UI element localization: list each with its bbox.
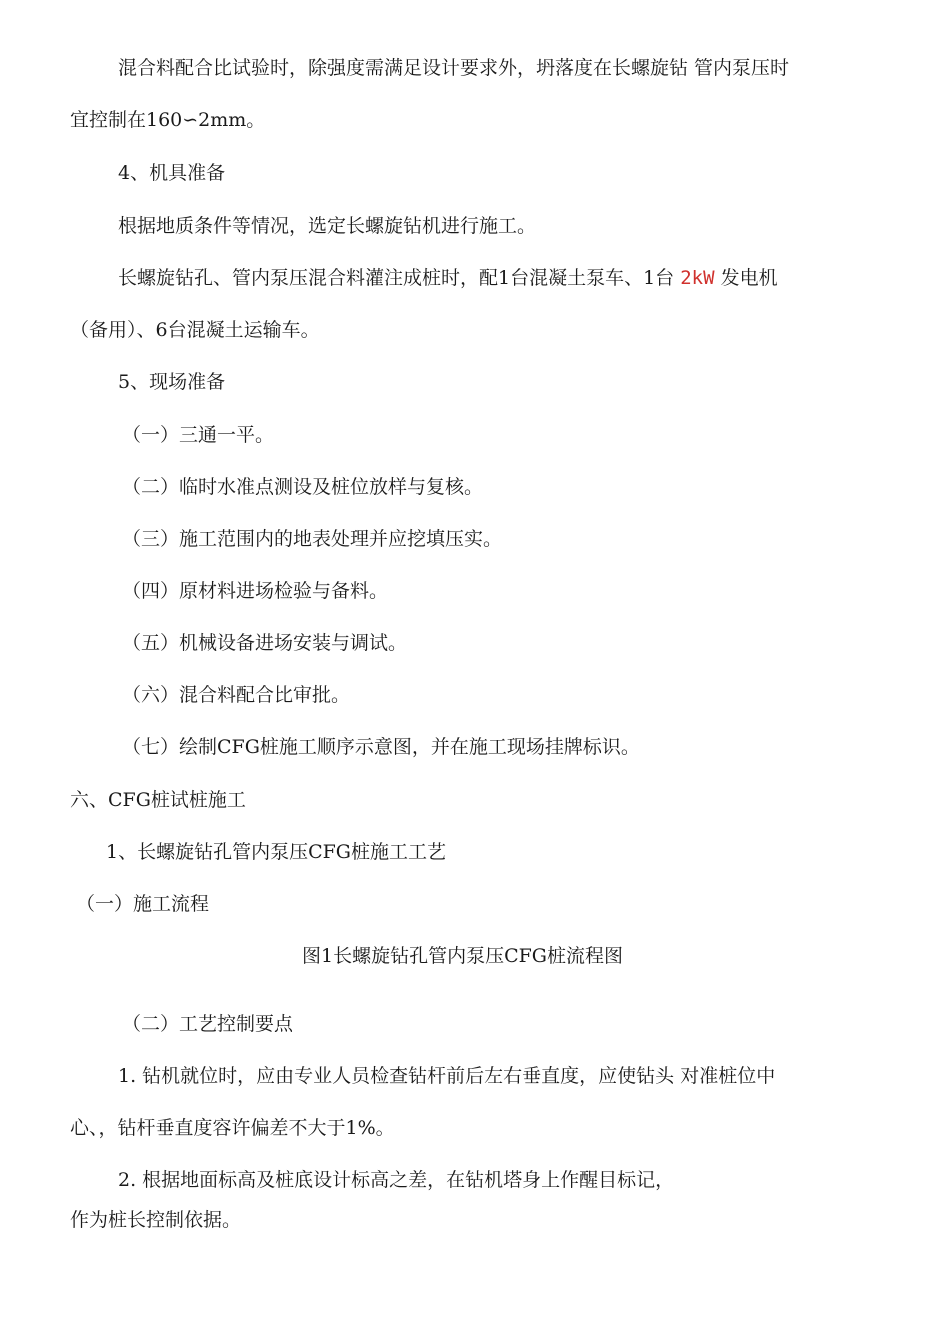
paragraph-mix-ratio-line2: 宜控制在160∽2mm。 (70, 109, 266, 131)
point-2-line2: 作为桩长控制依据。 (70, 1209, 242, 1231)
list-item-7: （七）绘制CFG桩施工顺序示意图，并在施工现场挂牌标识。 (122, 736, 640, 758)
paragraph-equipment-line2: （备用）、6台混凝土运输车。 (70, 319, 320, 341)
section-heading-cfg-trial: 六、CFG桩试桩施工 (70, 789, 246, 811)
subheading-construction-flow: （一）施工流程 (76, 893, 210, 915)
heading-site-prep: 5、现场准备 (118, 371, 226, 393)
equipment-text-a: 长螺旋钻孔、管内泵压混合料灌注成桩时，配1台混凝土泵车、1台 (118, 267, 681, 289)
figure-caption: 图1长螺旋钻孔管内泵压CFG桩流程图 (302, 945, 623, 967)
paragraph-equipment-line1 (118, 266, 778, 290)
point-1-line2: 心、，钻杆垂直度容许偏差不大于1%。 (70, 1117, 395, 1139)
list-item-6: （六）混合料配合比审批。 (122, 684, 351, 706)
equipment-text-b: 发电机 (714, 267, 778, 289)
heading-equipment-prep: 4、机具准备 (118, 162, 226, 184)
list-item-3: （三）施工范围内的地表处理并应挖填压实。 (122, 528, 503, 550)
list-item-2: （二）临时水准点测设及桩位放样与复核。 (122, 476, 484, 498)
point-1-line1: 1. 钻机就位时，应由专业人员检查钻杆前后左右垂直度，应使钻头 对准桩位中 (118, 1065, 776, 1087)
point-2-line1: 2. 根据地面标高及桩底设计标高之差，在钻机塔身上作醒目标记， (118, 1169, 675, 1191)
subheading-control-points: （二）工艺控制要点 (122, 1013, 294, 1035)
paragraph-drill-selection: 根据地质条件等情况，选定长螺旋钻机进行施工。 (118, 215, 537, 237)
list-item-1: （一）三通一平。 (122, 424, 275, 446)
list-item-5: （五）机械设备进场安装与调试。 (122, 632, 408, 654)
generator-power-highlight: 2kW (680, 267, 715, 289)
paragraph-mix-ratio-line1: 混合料配合比试验时，除强度需满足设计要求外，坍落度在长螺旋钻 管内泵压时 (118, 57, 790, 79)
list-item-4: （四）原材料进场检验与备料。 (122, 580, 389, 602)
subsection-heading-cfg-process: 1、长螺旋钻孔管内泵压CFG桩施工工艺 (106, 841, 446, 863)
